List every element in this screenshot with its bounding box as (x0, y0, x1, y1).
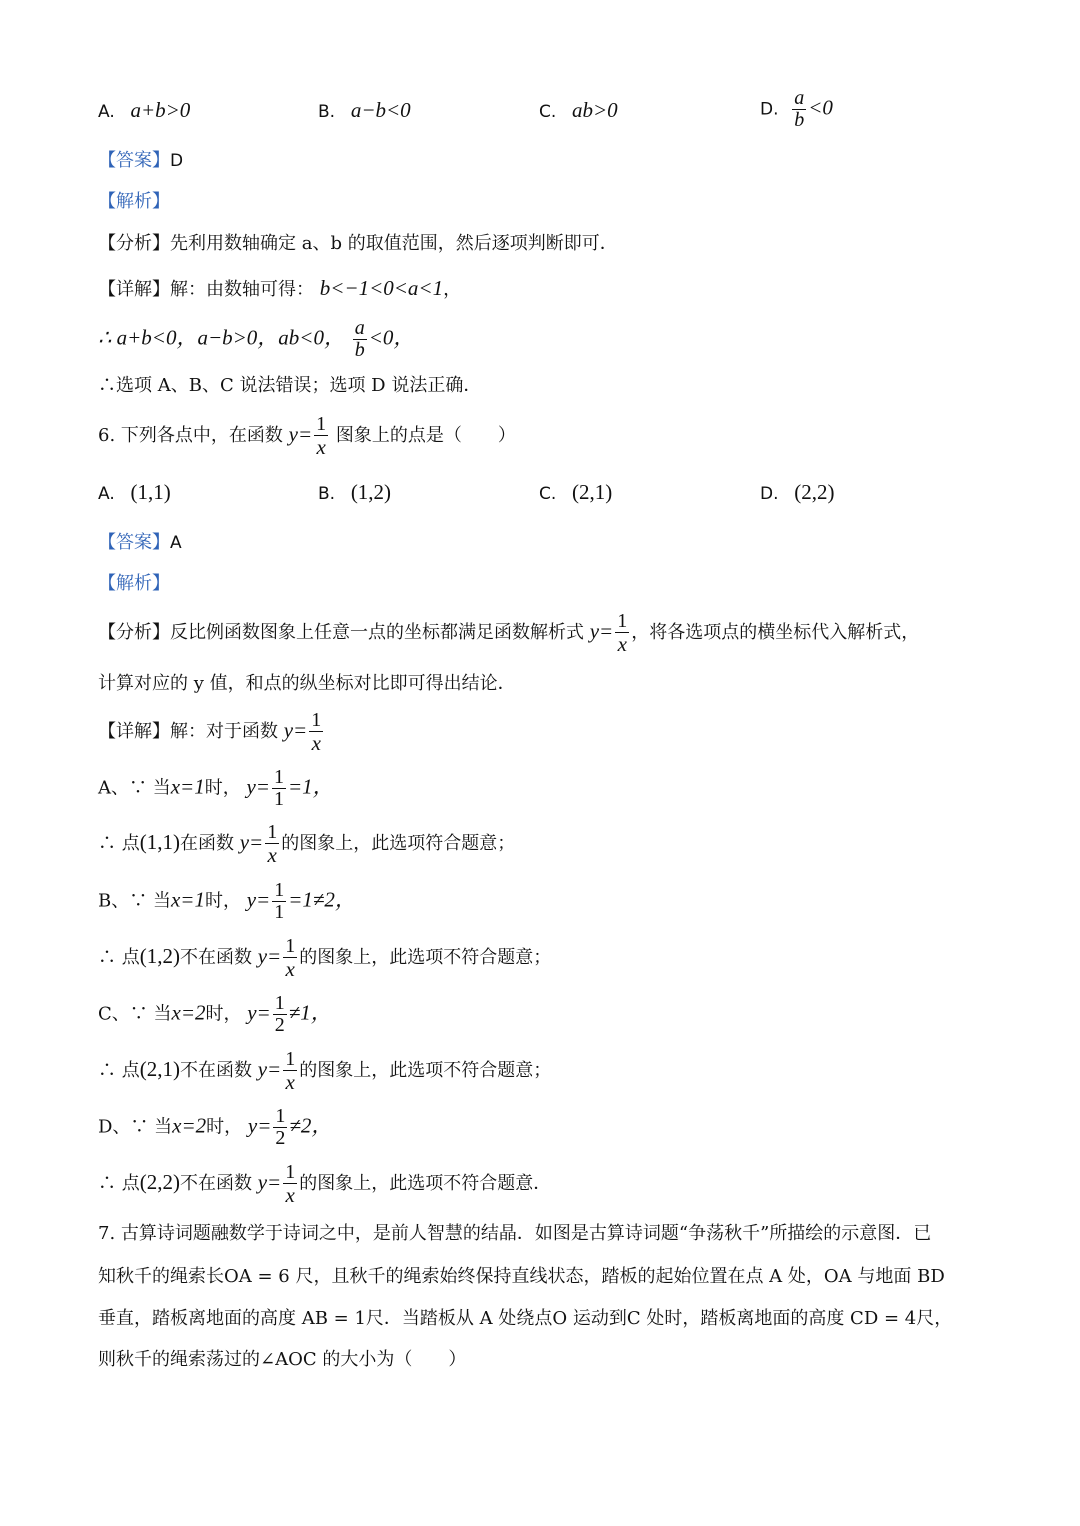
fenxi-text-after: ，将各选项点的横坐标代入解析式， (631, 622, 920, 644)
fraction: $\frac{1}{x}$ (617, 610, 628, 656)
therefore-text: ∴ a+b<0，a−b>0，ab<0， (98, 325, 345, 350)
q5-therefore-2: ∴选项 A、B、C 说法错误；选项 D 说法正确． (98, 375, 482, 396)
option-expr: (1,2) (350, 480, 392, 504)
option-label: C. (539, 102, 557, 122)
answer-tag: 【答案】 (98, 532, 170, 553)
answer-tag: 【答案】 (98, 150, 170, 171)
xiangjie-text: 解：对于函数 (170, 721, 278, 743)
xiangjie-tag: 【详解】 (98, 721, 170, 743)
q5-answer (98, 152, 183, 170)
option-label: C. (539, 484, 557, 504)
fraction: $\frac{1}{x}$ (267, 821, 278, 867)
q6-step-d-result: ∴ 点(2,2)不在函数 y= $\frac{1}{x}$ 的图象上，此选项不符合题意． (98, 1161, 552, 1207)
q6-fenxi (98, 611, 919, 655)
q5-option-c (539, 100, 618, 121)
q6-stem (98, 414, 516, 458)
xiangjie-text: 解：由数轴可得： (170, 279, 314, 300)
fraction: $\frac{1}{x}$ (285, 935, 296, 981)
fraction: $\frac{a}{b}$ (794, 87, 805, 131)
fenxi-text: 反比例函数图象上任意一点的坐标都满足函数解析式 (170, 622, 584, 644)
q5-fenxi (98, 235, 618, 253)
q6-answer (98, 534, 182, 552)
function-y: y= (589, 619, 614, 644)
q6-step-a-result: ∴ 点(1,1)在函数 y= $\frac{1}{x}$ 的图象上，此选项符合题意； (98, 821, 516, 867)
fraction: $\frac{1}{2}$ (274, 992, 285, 1036)
fraction: $\frac{1}{x}$ (316, 413, 327, 459)
therefore-rest: <0， (368, 325, 415, 350)
fraction: $\frac{1}{1}$ (273, 766, 284, 810)
q5-option-a (98, 100, 190, 121)
fraction: $\frac{1}{x}$ (285, 1048, 296, 1094)
fenxi-tag: 【分析】 (98, 622, 170, 644)
q7-line-4: 则秋千的绳索荡过的∠AOC 的大小为（ ） (98, 1349, 467, 1370)
fraction: $\frac{1}{1}$ (274, 879, 285, 923)
q5-analysis-tag: 【解析】 (98, 191, 170, 212)
option-expr: ab>0 (572, 98, 618, 122)
option-label: B. (318, 484, 336, 504)
q6-xiangjie (98, 710, 325, 754)
function-y: y= (288, 422, 313, 447)
q5-option-b (318, 100, 411, 121)
q7-line-3: 垂直，踏板离地面的高度 AB = 1尺．当踏板从 A 处绕点O 运动到C 处时，踏板离地面的高度 CD = 4尺， (98, 1308, 953, 1329)
q6-step-c-result: ∴ 点(2,1)不在函数 y= $\frac{1}{x}$ 的图象上，此选项不符合题意； (98, 1048, 552, 1094)
stem-text: 6. 下列各点中，在函数 (98, 425, 283, 447)
stem-text-after: 图象上的点是（ ） (335, 425, 516, 447)
function-y: y= (283, 718, 308, 743)
option-expr: a+b>0 (130, 98, 191, 122)
option-expr: <0 (808, 95, 833, 120)
q6-option-d (760, 482, 834, 503)
option-expr: (1,1) (130, 480, 171, 504)
inequality: b<−1<0<a<1 (319, 276, 444, 300)
q7-line-2: 知秋千的绳索长OA = 6 尺，且秋千的绳索始终保持直线状态，踏板的起始位置在点 A 处，OA 与地面 BD (98, 1266, 945, 1287)
fraction: $\frac{1}{x}$ (311, 709, 322, 755)
fenxi-text: 先利用数轴确定 a、b 的取值范围，然后逐项判断即可． (170, 233, 618, 254)
q7-line-1: 7. 古算诗词题融数学于诗词之中，是前人智慧的结晶．如图是古算诗词题“争荡秋千”所描绘的示意图．已 (98, 1223, 932, 1244)
fraction: $\frac{1}{2}$ (275, 1105, 286, 1149)
q6-step-c-condition: C、∵ 当x=2时， y= $\frac{1}{2}$ ≠1， (98, 992, 332, 1036)
option-label: A. (98, 102, 115, 122)
answer-value: A (170, 533, 182, 553)
punct: ， (443, 279, 462, 300)
option-label: D. (760, 484, 779, 504)
q5-xiangjie (98, 278, 461, 299)
q6-option-c (539, 482, 612, 503)
q6-option-b (318, 482, 391, 503)
fraction: $\frac{a}{b}$ (354, 317, 365, 361)
q6-analysis-tag: 【解析】 (98, 573, 170, 594)
q5-option-d (760, 88, 833, 131)
q6-option-a (98, 482, 171, 503)
option-expr: a−b<0 (350, 98, 411, 122)
answer-value: D (170, 151, 184, 171)
option-expr: (2,2) (794, 480, 835, 504)
option-label: D. (760, 99, 779, 120)
option-label: A. (98, 484, 115, 504)
q6-step-b-result: ∴ 点(1,2)不在函数 y= $\frac{1}{x}$ 的图象上，此选项不符合题意； (98, 935, 552, 981)
xiangjie-tag: 【详解】 (98, 279, 170, 300)
q6-step-b-condition: B、∵ 当x=1时， y= $\frac{1}{1}$ =1≠2， (98, 879, 356, 923)
q6-step-a-condition: A、∵ 当x=1时， y= $\frac{1}{1}$ =1， (98, 766, 334, 810)
fenxi-tag: 【分析】 (98, 233, 170, 254)
q6-step-d-condition: D、∵ 当x=2时， y= $\frac{1}{2}$ ≠2， (98, 1105, 333, 1149)
fraction: $\frac{1}{x}$ (285, 1161, 296, 1207)
option-label: B. (318, 102, 336, 122)
q5-therefore-1 (98, 318, 414, 361)
q6-fenxi-line2: 计算对应的 y 值，和点的纵坐标对比即可得出结论． (98, 673, 516, 694)
option-expr: (2,1) (572, 480, 613, 504)
